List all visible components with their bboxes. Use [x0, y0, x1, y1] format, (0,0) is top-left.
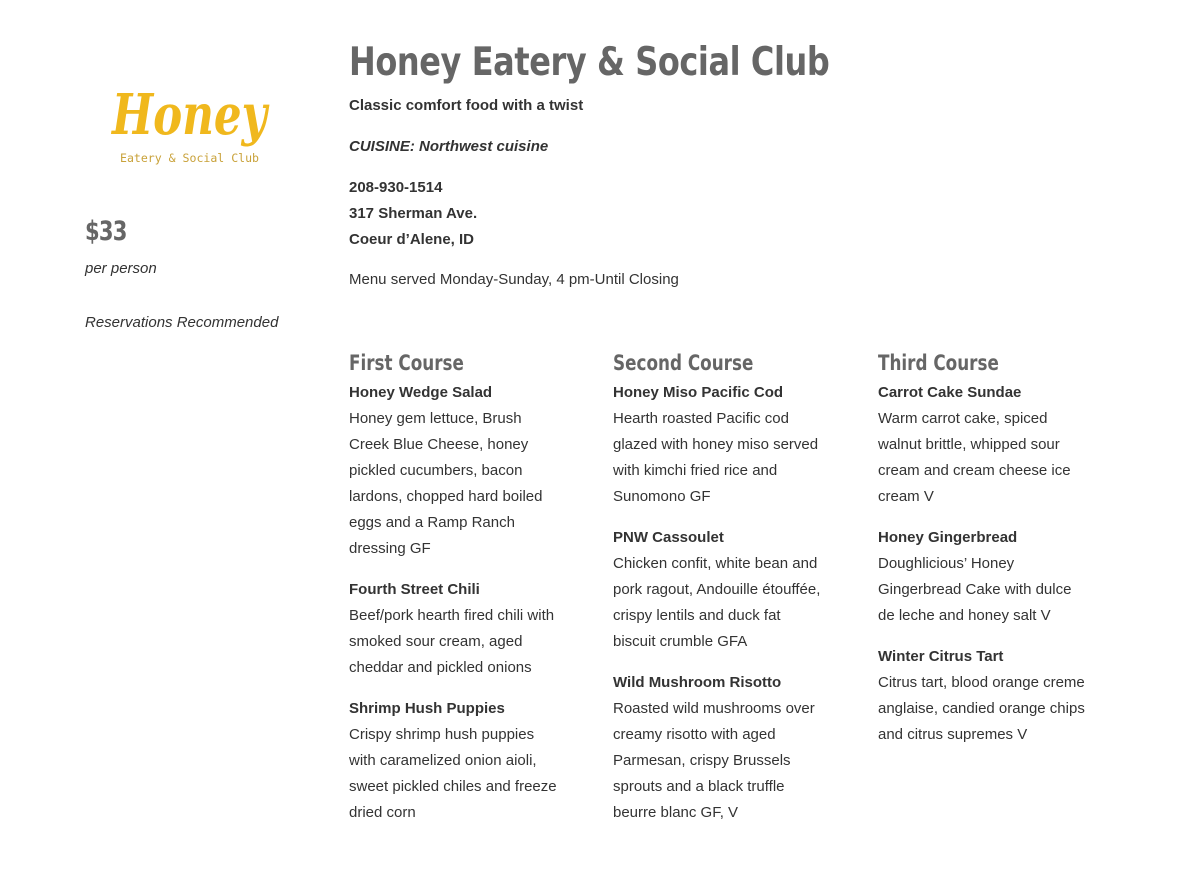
address-line-1: 317 Sherman Ave.: [349, 205, 478, 222]
logo-subtitle: Eatery & Social Club: [120, 151, 260, 165]
dish-desc-line: eggs and a Ramp Ranch: [349, 514, 515, 531]
course-title: Second Course: [613, 351, 754, 375]
dish-name: Honey Miso Pacific Cod: [613, 384, 784, 401]
dish-desc-line: beurre blanc GF, V: [613, 804, 739, 821]
dish-desc-line: Parmesan, crispy Brussels: [613, 752, 791, 769]
dish-desc-line: and citrus supremes V: [878, 726, 1028, 743]
dish-desc-line: walnut brittle, whipped sour: [878, 436, 1060, 453]
dish-name: Winter Citrus Tart: [878, 648, 1004, 665]
dish-name: PNW Cassoulet: [613, 529, 724, 546]
dish-name: Carrot Cake Sundae: [878, 384, 1022, 401]
dish-desc-line: Hearth roasted Pacific cod: [613, 410, 789, 427]
dish-desc-line: sprouts and a black truffle: [613, 778, 785, 795]
price: $33: [85, 216, 127, 247]
dish-name: Fourth Street Chili: [349, 581, 480, 598]
dish-name: Honey Wedge Salad: [349, 384, 493, 401]
dish-desc-line: Creek Blue Cheese, honey: [349, 436, 529, 453]
dish-desc-line: cream V: [878, 488, 934, 505]
dish-desc-line: sweet pickled chiles and freeze: [349, 778, 557, 795]
dish-desc-line: biscuit crumble GFA: [613, 633, 748, 650]
dish-desc-line: pickled cucumbers, bacon: [349, 462, 523, 479]
tagline: Classic comfort food with a twist: [349, 97, 584, 114]
course-first: [349, 346, 574, 841]
dish-item: [613, 525, 838, 655]
dish-desc-line: dried corn: [349, 804, 416, 821]
dish-desc-line: Doughlicious’ Honey: [878, 555, 1015, 572]
dish-desc-line: de leche and honey salt V: [878, 607, 1051, 624]
dish-name: Wild Mushroom Risotto: [613, 674, 782, 691]
dish-desc-line: creamy risotto with aged: [613, 726, 776, 743]
dish-desc-line: with kimchi fried rice and: [613, 462, 778, 479]
dish-desc-line: lardons, chopped hard boiled: [349, 488, 543, 505]
dish-desc-line: cream and cream cheese ice: [878, 462, 1071, 479]
dish-desc-line: cheddar and pickled onions: [349, 659, 532, 676]
dish-desc-line: smoked sour cream, aged: [349, 633, 523, 650]
dish-item: [878, 380, 1103, 510]
dish-desc-line: Gingerbread Cake with dulce: [878, 581, 1072, 598]
phone-number: 208-930-1514: [349, 179, 443, 196]
dish-desc-line: Crispy shrimp hush puppies: [349, 726, 535, 743]
address-line-2: Coeur d’Alene, ID: [349, 231, 475, 248]
dish-item: [878, 525, 1103, 629]
dish-desc-line: Warm carrot cake, spiced: [878, 410, 1048, 427]
course-third: [878, 346, 1103, 763]
service-hours: Menu served Monday-Sunday, 4 pm-Until Closing: [349, 271, 679, 288]
cuisine-label: CUISINE: Northwest cuisine: [349, 138, 549, 155]
dish-desc-line: Chicken confit, white bean and: [613, 555, 818, 572]
price-unit: per person: [85, 260, 157, 277]
course-title: First Course: [349, 351, 464, 375]
reservations-note: Reservations Recommended: [85, 314, 279, 331]
dish-item: [349, 696, 574, 826]
dish-desc-line: pork ragout, Andouille étouffée,: [613, 581, 821, 598]
dish-item: [349, 577, 574, 681]
dish-item: [613, 380, 838, 510]
dish-desc-line: Sunomono GF: [613, 488, 711, 505]
dish-desc-line: Honey gem lettuce, Brush: [349, 410, 522, 427]
dish-desc-line: glazed with honey miso served: [613, 436, 819, 453]
course-title: Third Course: [878, 351, 999, 375]
dish-desc-line: anglaise, candied orange chips: [878, 700, 1085, 717]
contact-block: [349, 175, 477, 253]
logo-wordmark: Honey: [110, 82, 270, 148]
dish-item: [878, 644, 1103, 748]
dish-item: [613, 670, 838, 826]
dish-desc-line: dressing GF: [349, 540, 431, 557]
dish-name: Shrimp Hush Puppies: [349, 700, 505, 717]
course-second: [613, 346, 838, 841]
dish-desc-line: with caramelized onion aioli,: [349, 752, 537, 769]
dish-desc-line: crispy lentils and duck fat: [613, 607, 781, 624]
dish-desc-line: Citrus tart, blood orange creme: [878, 674, 1085, 691]
dish-name: Honey Gingerbread: [878, 529, 1018, 546]
dish-item: [349, 380, 574, 562]
page-title: Honey Eatery & Social Club: [349, 40, 830, 85]
dish-desc-line: Roasted wild mushrooms over: [613, 700, 815, 717]
restaurant-logo: [100, 62, 280, 172]
dish-desc-line: Beef/pork hearth fired chili with: [349, 607, 555, 624]
